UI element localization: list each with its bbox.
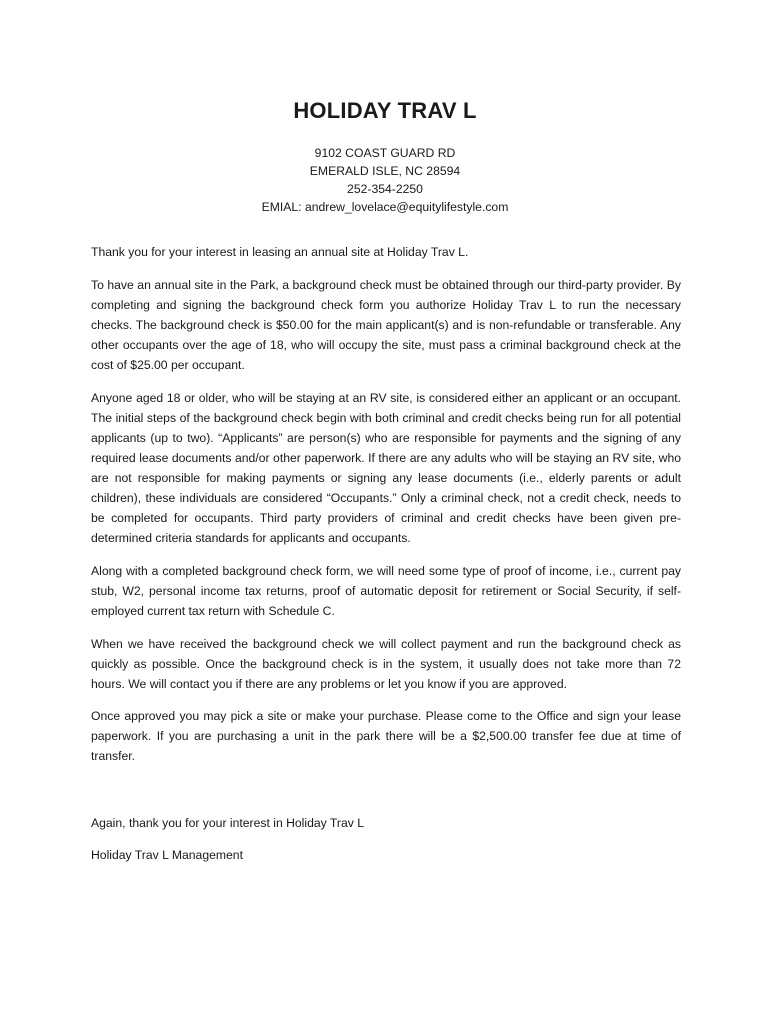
street-address: 9102 COAST GUARD RD <box>314 146 456 160</box>
signature-line: Holiday Trav L Management <box>91 848 243 862</box>
background-check-paragraph: To have an annual site in the Park, a background check must be obtained through our third-party provider. By completing and signing the background check form you authorize Holiday Trav L to run the necessary checks. The background check is $50.00 for the main applicant(s) and is non-refundable or transferable. Any other occupants over the age of 18, who will occupy the site, must pass a criminal background check at the cost of $25.00 per occupant. <box>91 278 681 372</box>
closing-line: Again, thank you for your interest in Holiday Trav L <box>91 816 365 830</box>
email-address: EMIAL: andrew_lovelace@equitylifestyle.com <box>261 200 509 214</box>
applicants-occupants-paragraph: Anyone aged 18 or older, who will be staying at an RV site, is considered either an applicant or an occupant. The initial steps of the background check begin with both criminal and credit checks being run for all potential applicants (up to two). “Applicants” are person(s) who are responsible for payments and the signing of any required lease documents and/or other paperwork. If there are any adults who will be staying an RV site, who are not responsible for making payments or signing any lease documents (i.e., elderly parents or adult children), these individuals are considered “Occupants.” Only a criminal check, not a credit check, needs to be completed for occupants. Third party providers of criminal and credit checks have been given pre-determined criteria standards for applicants and occupants. <box>91 391 681 545</box>
intro-paragraph: Thank you for your interest in leasing an annual site at Holiday Trav L. <box>91 245 469 259</box>
processing-paragraph: When we have received the background check we will collect payment and run the background check as quickly as possible. Once the background check is in the system, it usually does not take more than 72 hours. We will contact you if there are any problems or let you know if you are approved. <box>91 637 681 691</box>
city-state-zip: EMERALD ISLE, NC 28594 <box>309 164 461 178</box>
approval-paragraph: Once approved you may pick a site or make your purchase. Please come to the Office and sign your lease paperwork. If you are purchasing a unit in the park there will be a $2,500.00 transfer fee due at time of transfer. <box>91 709 681 763</box>
letterhead <box>0 96 770 216</box>
proof-of-income-paragraph: Along with a completed background check form, we will need some type of proof of income, i.e., current pay stub, W2, personal income tax returns, proof of automatic deposit for retirement or Social Security, if self-employed current tax return with Schedule C. <box>91 564 681 618</box>
company-title: HOLIDAY TRAV L <box>293 98 477 123</box>
phone-number: 252-354-2250 <box>347 182 423 196</box>
